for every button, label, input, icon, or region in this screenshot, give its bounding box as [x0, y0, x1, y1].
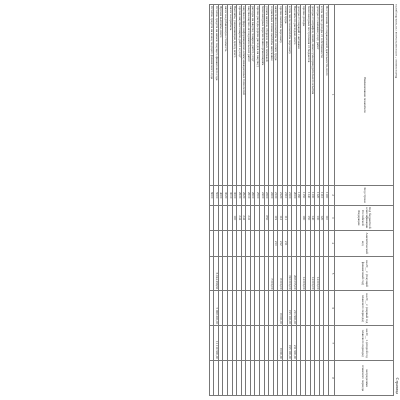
row-name: безвозмездные перечисления организациям — [260, 5, 265, 186]
table-row — [273, 5, 278, 396]
row-kbk — [292, 205, 297, 230]
table-header-row — [335, 5, 394, 396]
col-number: 6 — [329, 291, 335, 326]
row-value-beyond — [214, 361, 219, 396]
row-value-year3 — [246, 326, 251, 361]
col-number: 5 — [329, 256, 335, 291]
row-analytic — [255, 230, 260, 256]
row-value-year3 — [227, 326, 232, 361]
row-kbk: 119 — [273, 205, 278, 230]
row-value-year3 — [319, 326, 324, 361]
column-number-row — [329, 5, 335, 396]
row-name: прочие расходы (кроме расходов на закупку) — [255, 5, 260, 186]
row-code: 1120 — [315, 185, 320, 205]
row-value-year1 — [260, 256, 265, 291]
row-value-year2 — [232, 291, 237, 326]
row-kbk: 120 — [319, 205, 324, 230]
row-value-year2 — [273, 291, 278, 326]
row-code: 2500 — [255, 185, 260, 205]
row-value-beyond — [223, 361, 228, 396]
row-value-year2 — [260, 291, 265, 326]
row-value-year1: 14 000,00 — [310, 256, 315, 291]
row-analytic — [301, 230, 306, 256]
col-header-year3: на 20__ г. (второй год планового периода) — [335, 326, 394, 361]
row-name: оплата труда — [283, 5, 288, 186]
row-kbk: 140 — [310, 205, 315, 230]
row-value-year1: 8 000,00 — [278, 256, 283, 291]
row-analytic — [292, 230, 297, 256]
row-value-year3 — [264, 326, 269, 361]
row-code: 1130 — [310, 185, 315, 205]
row-value-year3 — [250, 326, 255, 361]
row-value-year3 — [296, 326, 301, 361]
row-name: в том числе: доходы от собственности — [319, 5, 324, 186]
col-header-analytic: Аналитический код — [335, 230, 394, 256]
row-value-year1: 14 000,00 — [301, 256, 306, 291]
row-value-beyond — [287, 361, 292, 396]
row-value-year3 — [232, 326, 237, 361]
row-value-year2 — [324, 291, 329, 326]
col-number: 4 — [329, 230, 335, 256]
row-value-year2 — [246, 291, 251, 326]
row-value-year3 — [283, 326, 288, 361]
row-analytic — [315, 230, 320, 256]
row-value-year1 — [319, 256, 324, 291]
row-analytic — [246, 230, 251, 256]
row-analytic — [269, 230, 274, 256]
row-kbk: 180 — [301, 205, 306, 230]
row-value-beyond — [283, 361, 288, 396]
table-row — [237, 5, 242, 396]
row-value-year2 — [264, 291, 269, 326]
row-name: закупка в сфере информационно-коммуникационных технологий — [241, 5, 246, 186]
col-header-year2: на 20__ г. (первый год планового периода) — [335, 291, 394, 326]
table-row — [315, 5, 320, 396]
row-code: 1160 — [296, 185, 301, 205]
table-row — [287, 5, 292, 396]
row-value-year1 — [324, 256, 329, 291]
row-value-year3 — [306, 326, 311, 361]
row-analytic: 213 — [273, 230, 278, 256]
page-label: Страница — [395, 377, 400, 394]
row-analytic — [324, 230, 329, 256]
row-name: налог на прибыль — [227, 5, 232, 186]
row-analytic: 212 — [278, 230, 283, 256]
row-value-year1 — [227, 256, 232, 291]
row-name: Прочие выплаты, всего — [218, 5, 223, 186]
row-analytic — [264, 230, 269, 256]
row-value-year2 — [218, 291, 223, 326]
row-value-year1: 14 000,00 — [315, 256, 320, 291]
row-value-year1 — [250, 256, 255, 291]
row-value-year1 — [264, 256, 269, 291]
table-row — [246, 5, 251, 396]
header-note: Выполнение / исполнительная система Бюджета — [394, 4, 398, 79]
row-kbk: 850 — [264, 205, 269, 230]
row-value-year2: 195 100,00 — [287, 291, 292, 326]
row-value-year1 — [237, 256, 242, 291]
row-value-beyond — [264, 361, 269, 396]
row-kbk: 130 — [315, 205, 320, 230]
row-code: 1150 — [301, 185, 306, 205]
table-body — [209, 5, 328, 396]
col-header-year1: на 20__ г. (текущий финансовый год) — [335, 256, 394, 291]
row-analytic — [237, 230, 242, 256]
row-code: 2000 — [292, 185, 297, 205]
table-row — [218, 5, 223, 396]
row-value-beyond — [260, 361, 265, 396]
table-row — [250, 5, 255, 396]
row-value-year3 — [301, 326, 306, 361]
col-header-beyond: за пределами планового периода — [335, 361, 394, 396]
row-value-beyond — [278, 361, 283, 396]
row-value-year3 — [241, 326, 246, 361]
row-name: прочие доходы — [301, 5, 306, 186]
row-value-year3 — [310, 326, 315, 361]
row-value-year3 — [269, 326, 274, 361]
row-value-beyond — [232, 361, 237, 396]
col-header-kbk: Код бюджетной классификации Российской Федерации — [335, 205, 394, 230]
row-value-beyond — [269, 361, 274, 396]
row-value-year2 — [227, 291, 232, 326]
row-kbk: 111 — [283, 205, 288, 230]
row-value-year2 — [255, 291, 260, 326]
col-number: 8 — [329, 361, 335, 396]
row-analytic — [287, 230, 292, 256]
row-analytic: 211 — [283, 230, 288, 256]
row-name: расходы на закупку товаров, работ, услуг — [250, 5, 255, 186]
row-code: 3000 — [232, 185, 237, 205]
row-value-year2 — [283, 291, 288, 326]
row-value-year2 — [306, 291, 311, 326]
col-number: 2 — [329, 185, 335, 205]
row-code: 3010 — [227, 185, 232, 205]
row-value-beyond — [218, 361, 223, 396]
row-value-beyond — [246, 361, 251, 396]
row-value-year2 — [223, 291, 228, 326]
row-value-year1: 6 044 299,91 — [214, 256, 219, 291]
row-value-beyond — [301, 361, 306, 396]
financial-table — [209, 4, 394, 396]
row-code: 2400 — [260, 185, 265, 205]
row-kbk — [260, 205, 265, 230]
row-name: безвозмездные поступления от бюджетов — [306, 5, 311, 186]
row-analytic — [250, 230, 255, 256]
row-kbk: 244 — [237, 205, 242, 230]
row-kbk — [214, 205, 219, 230]
row-value-year1 — [246, 256, 251, 291]
row-value-year2: 211 900,00 — [292, 291, 297, 326]
row-value-year1 — [218, 256, 223, 291]
row-code: 1140 — [306, 185, 311, 205]
row-name: Выплаты по расходам, всего — [292, 5, 297, 186]
row-value-year3 — [218, 326, 223, 361]
row-value-beyond — [324, 361, 329, 396]
row-kbk: 241 — [246, 205, 251, 230]
row-value-beyond — [315, 361, 320, 396]
row-name: уплата налогов, сборов и иных платежей — [264, 5, 269, 186]
row-value-year3: 195 100,00 — [287, 326, 292, 361]
row-value-year1: 193 000,00 — [287, 256, 292, 291]
row-code: 6000 — [209, 185, 214, 205]
col-header-name: Наименование показателя — [335, 5, 394, 186]
row-value-beyond — [227, 361, 232, 396]
table-row — [264, 5, 269, 396]
row-value-beyond — [237, 361, 242, 396]
row-value-year1 — [223, 256, 228, 291]
table-row — [269, 5, 274, 396]
row-value-beyond — [306, 361, 311, 396]
table-row — [260, 5, 265, 396]
row-value-year2 — [296, 291, 301, 326]
table-row — [296, 5, 301, 396]
row-value-year3 — [255, 326, 260, 361]
row-value-year1 — [306, 256, 311, 291]
row-value-year1 — [273, 256, 278, 291]
row-analytic — [319, 230, 324, 256]
row-code: 2110 — [283, 185, 288, 205]
row-value-year2 — [250, 291, 255, 326]
row-value-year3 — [209, 326, 214, 361]
row-code: 3020 — [223, 185, 228, 205]
row-kbk: 110 — [324, 205, 329, 230]
row-value-year1 — [232, 256, 237, 291]
table-row — [283, 5, 288, 396]
row-code: 1110 — [319, 185, 324, 205]
row-value-year1 — [283, 256, 288, 291]
row-value-beyond — [310, 361, 315, 396]
row-name: социальные и иные выплаты населению — [269, 5, 274, 186]
table-row — [324, 5, 329, 396]
row-kbk: 112 — [278, 205, 283, 230]
col-header-code: Код строки — [335, 185, 394, 205]
row-name: Выплаты, уменьшающие доход, всего — [232, 5, 237, 186]
row-value-beyond — [250, 361, 255, 396]
row-analytic — [232, 230, 237, 256]
table-row — [278, 5, 283, 396]
rotated-sheet — [55, 0, 400, 400]
row-analytic — [223, 230, 228, 256]
row-value-year2: 8 000,00 — [278, 291, 283, 326]
row-value-year1 — [209, 256, 214, 291]
row-name: закупка научно-исследовательских работ — [246, 5, 251, 186]
row-value-year2 — [301, 291, 306, 326]
row-name: начисления на выплаты по оплате труда — [273, 5, 278, 186]
row-value-year1: 208 055,00 — [292, 256, 297, 291]
row-name: в том числе: на выплаты персоналу — [287, 5, 292, 186]
row-analytic — [296, 230, 301, 256]
row-kbk: 100 — [232, 205, 237, 230]
row-value-year2 — [209, 291, 214, 326]
row-name: прочая закупка товаров, работ и услуг — [237, 5, 242, 186]
row-name: налог на добавленную стоимость — [223, 5, 228, 186]
table-row — [214, 5, 219, 396]
row-code: 2120 — [278, 185, 283, 205]
row-value-beyond — [292, 361, 297, 396]
table-row — [227, 5, 232, 396]
row-code: 4000 — [218, 185, 223, 205]
row-value-beyond — [209, 361, 214, 396]
row-value-year1 — [296, 256, 301, 291]
row-analytic — [218, 230, 223, 256]
row-analytic — [241, 230, 246, 256]
row-analytic — [310, 230, 315, 256]
col-number: 1 — [329, 5, 335, 186]
row-value-year3: 211 900,00 — [292, 326, 297, 361]
row-code: 2130 — [273, 185, 278, 205]
row-value-year1: 7 000,00 — [269, 256, 274, 291]
table-row — [209, 5, 214, 396]
table-row — [319, 5, 324, 396]
row-kbk — [223, 205, 228, 230]
row-value-year2 — [310, 291, 315, 326]
row-value-beyond — [255, 361, 260, 396]
col-number: 3 — [329, 205, 335, 230]
row-code: 2200 — [269, 185, 274, 205]
table-row — [292, 5, 297, 396]
row-analytic — [260, 230, 265, 256]
row-kbk: 150 — [306, 205, 311, 230]
row-value-beyond — [273, 361, 278, 396]
row-value-year3 — [324, 326, 329, 361]
row-name: Остаток средств на конец текущего финансового года — [209, 5, 214, 186]
row-name: доходы от операций с активами — [296, 5, 301, 186]
row-name: прочие выплаты персоналу — [278, 5, 283, 186]
table-row — [241, 5, 246, 396]
col-number: 7 — [329, 326, 335, 361]
row-name: Поступления от операционной деятельности, всего — [324, 5, 329, 186]
row-code: 2100 — [287, 185, 292, 205]
table-row — [306, 5, 311, 396]
row-analytic — [306, 230, 311, 256]
row-analytic — [227, 230, 232, 256]
row-analytic — [209, 230, 214, 256]
row-code: 2620 — [241, 185, 246, 205]
table-row — [232, 5, 237, 396]
table-row — [255, 5, 260, 396]
row-kbk — [255, 205, 260, 230]
row-code: 2300 — [264, 185, 269, 205]
row-kbk — [209, 205, 214, 230]
row-value-beyond — [319, 361, 324, 396]
row-value-year3: 11 110 900,00 — [214, 326, 219, 361]
row-analytic — [214, 230, 219, 256]
row-value-year2 — [241, 291, 246, 326]
row-name: Остаток средств на начало текущего финансового года — [214, 5, 219, 186]
row-value-year1 — [241, 256, 246, 291]
row-code: 1100 — [324, 185, 329, 205]
row-value-year2: 5 968 200,00 — [214, 291, 219, 326]
row-name: доходы от оказания услуг, работ — [315, 5, 320, 186]
row-kbk — [287, 205, 292, 230]
row-value-year3 — [273, 326, 278, 361]
row-value-beyond — [241, 361, 246, 396]
row-code: 2610 — [246, 185, 251, 205]
row-name: доходы от штрафов, пеней, иных сумм принудительного изъятия — [310, 5, 315, 186]
row-value-year2 — [237, 291, 242, 326]
table-row — [223, 5, 228, 396]
row-value-year2 — [315, 291, 320, 326]
row-value-year2 — [319, 291, 324, 326]
row-value-year1 — [255, 256, 260, 291]
row-code: 5000 — [214, 185, 219, 205]
row-value-year3: 8 000,00 — [278, 326, 283, 361]
row-value-year3 — [260, 326, 265, 361]
row-kbk — [269, 205, 274, 230]
table-row — [310, 5, 315, 396]
row-value-year3 — [223, 326, 228, 361]
row-value-year3 — [237, 326, 242, 361]
row-kbk — [296, 205, 301, 230]
row-kbk — [250, 205, 255, 230]
row-code: 2630 — [237, 185, 242, 205]
row-value-year2 — [269, 291, 274, 326]
row-kbk: 242 — [241, 205, 246, 230]
row-kbk — [218, 205, 223, 230]
table-row — [301, 5, 306, 396]
row-code: 2600 — [250, 185, 255, 205]
row-kbk — [227, 205, 232, 230]
row-value-beyond — [296, 361, 301, 396]
row-value-year3 — [315, 326, 320, 361]
